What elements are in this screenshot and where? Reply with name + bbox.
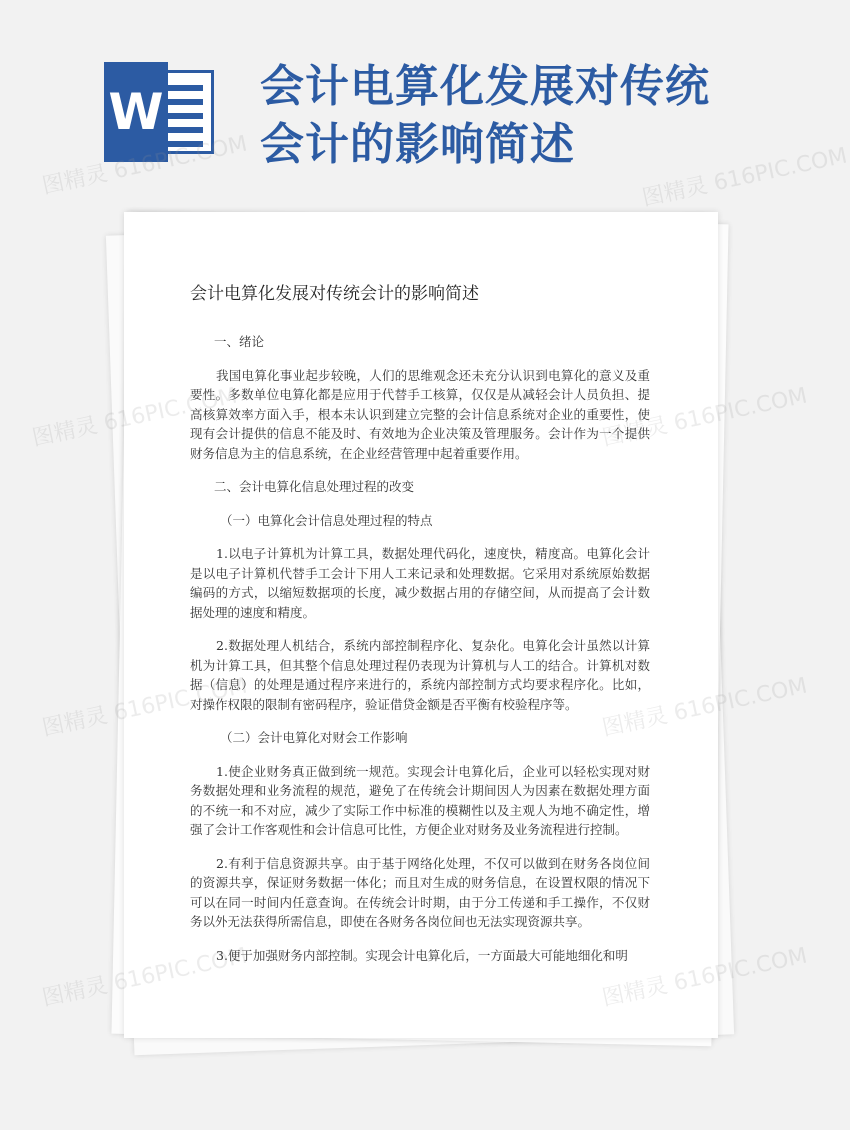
paragraph: 1.使企业财务真正做到统一规范。实现会计电算化后，企业可以轻松实现对财务数据处理和业务流程的规范，避免了在传统会计期间因人为因素在数据处理方面的不统一和不对应，减少了实际工作中标准的模糊性以及主观人为地不确定性，增强了会计工作客观性和会计信息可比性，方便企业对财务及业务流程进行控制。 [190,763,650,837]
watermark: 616PIC.COM [671,383,810,437]
watermark: 图精灵 [40,973,110,1012]
word-letter-badge: W [104,62,168,162]
document-title: 会计电算化发展对传统会计的影响简述 [190,284,479,304]
watermark: 图精灵 616PIC.COM [40,131,250,200]
paragraph: 2.数据处理人机结合，系统内部控制程序化、复杂化。电算化会计虽然以计算机为计算工具，但其整个信息处理过程仍表现为计算机与人工的结合。计算机对数据（信息）的处理是通过程序来进行的，系统内部控制方式均要求程序化。比如，对操作权限的限制有密码程序，验证借贷金额是否平衡有校验程序等。 [190,638,650,712]
page-title [260,58,780,174]
watermark: 图精灵 616PIC.COM [640,143,850,212]
paragraph: 1.以电子计算机为计算工具，数据处理代码化，速度快，精度高。电算化会计是以电子计算机代替手工会计下用人工来记录和处理数据。它采用对系统原始数据编码的方式，以缩短数据项的长度，减少数据占用的存储空间，从而提高了会计数据处理的速度和精度。 [190,546,650,620]
section-heading: 二、会计电算化信息处理过程的改变 [214,479,415,494]
watermark: 616PIC.COM [671,673,810,727]
section-heading: 一、绪论 [214,334,265,349]
watermark: 图精灵 [40,703,110,742]
section-heading: （一）电算化会计信息处理过程的特点 [220,512,433,528]
word-document-icon [104,62,216,162]
paragraph: 2.有利于信息资源共享。由于基于网络化处理，不仅可以做到在财务各岗位间的资源共享，保证财务数据一体化；而且对生成的财务信息，在设置权限的情况下可以在同一时间内任意查询。在传统会计时期，由于分工传递和手工操作，不仅财务以外无法获得所需信息，即使在各财务各岗位间也无法实现资源共享。 [190,855,650,929]
document-body [190,332,650,965]
title-line-2: 会计的影响简述 [260,119,575,170]
paragraph: 我国电算化事业起步较晚，人们的思维观念还未充分认识到电算化的意义及重要性。多数单位电算化都是应用于代替手工核算，仅仅是从减轻会计人员负担、提高核算效率方面入手，根本未认识到建立完整的会计信息系统对企业的重要性，使现有会计提供的信息不能及时、有效地为企业决策及管理服务。会计作为一个提供财务信息为主的信息系统，在企业经营管理中起着重要作用。 [190,367,650,461]
watermark: 图精灵 [30,413,100,452]
paragraph: 3.便于加强财务内部控制。实现会计电算化后，一方面最大可能地细化和明 [216,947,628,963]
document-content [190,282,650,979]
watermark: 616PIC.COM [671,943,810,997]
title-line-1: 会计电算化发展对传统 [260,61,710,112]
section-heading: （二）会计电算化对财会工作影响 [220,730,408,745]
